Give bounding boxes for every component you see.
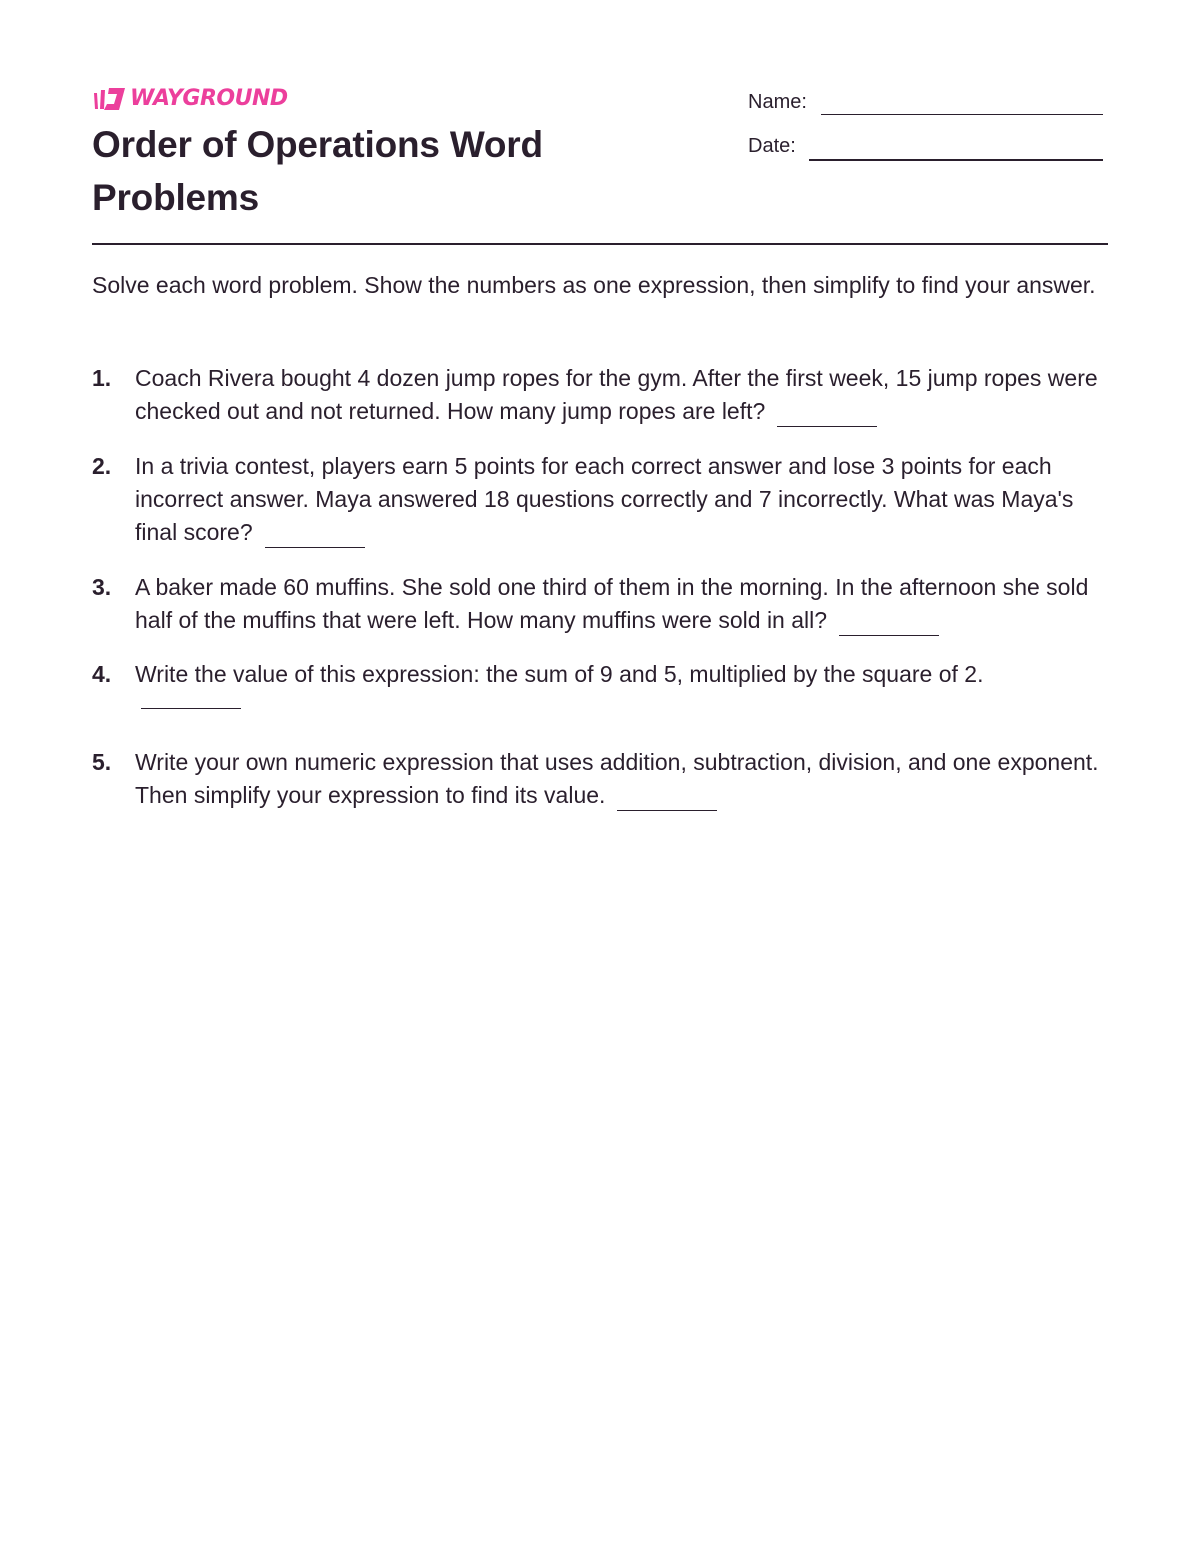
- question-text-wrap: [135, 658, 1102, 691]
- brand-name: WAYGROUND: [130, 86, 288, 111]
- name-write-line[interactable]: [821, 114, 1103, 115]
- question-number: 5.: [92, 749, 112, 775]
- header-divider: [92, 243, 1108, 245]
- question-text-wrap: [135, 571, 1102, 637]
- answer-blank[interactable]: [839, 635, 939, 636]
- question-2: [92, 450, 1102, 549]
- answer-blank[interactable]: [777, 426, 877, 427]
- question-number: 3.: [92, 574, 112, 600]
- date-write-line[interactable]: [809, 159, 1103, 161]
- answer-blank[interactable]: [617, 810, 717, 811]
- answer-blank[interactable]: [265, 547, 365, 548]
- wayground-logo-icon: [92, 87, 126, 111]
- answer-blank[interactable]: [141, 708, 241, 709]
- date-field: [748, 132, 1103, 160]
- question-text-wrap: [135, 362, 1102, 428]
- name-field: [748, 88, 1103, 116]
- brand-logo: [92, 86, 288, 112]
- question-text-wrap: [135, 450, 1102, 549]
- question-text-wrap: [135, 746, 1102, 812]
- question-text: Coach Rivera bought 4 dozen jump ropes for the gym. After the first week, 15 jump ropes were checked out and not returned. How many jump ropes are left?: [135, 365, 1098, 424]
- question-3: [92, 571, 1102, 637]
- name-label: Name:: [748, 91, 807, 113]
- instructions: Solve each word problem. Show the numbers as one expression, then simplify to find your answer.: [92, 272, 1096, 298]
- question-text: Write your own numeric expression that uses addition, subtraction, division, and one exponent. Then simplify your expression to find its value.: [135, 749, 1099, 808]
- question-text: A baker made 60 muffins. She sold one third of them in the morning. In the afternoon she sold half of the muffins that were left. How many muffins were sold in all?: [135, 574, 1089, 633]
- question-text: In a trivia contest, players earn 5 points for each correct answer and lose 3 points for each incorrect answer. Maya answered 18 questions correctly and 7 incorrectly. What was Maya's final score?: [135, 453, 1074, 545]
- question-1: [92, 362, 1102, 428]
- page-title: Order of Operations Word Problems: [92, 124, 543, 218]
- question-text: Write the value of this expression: the sum of 9 and 5, multiplied by the square of 2.: [135, 661, 984, 687]
- question-number: 4.: [92, 661, 112, 687]
- question-number: 1.: [92, 365, 112, 391]
- question-4: [92, 658, 1102, 709]
- question-5: [92, 746, 1102, 812]
- question-number: 2.: [92, 453, 112, 479]
- date-label: Date:: [748, 135, 796, 157]
